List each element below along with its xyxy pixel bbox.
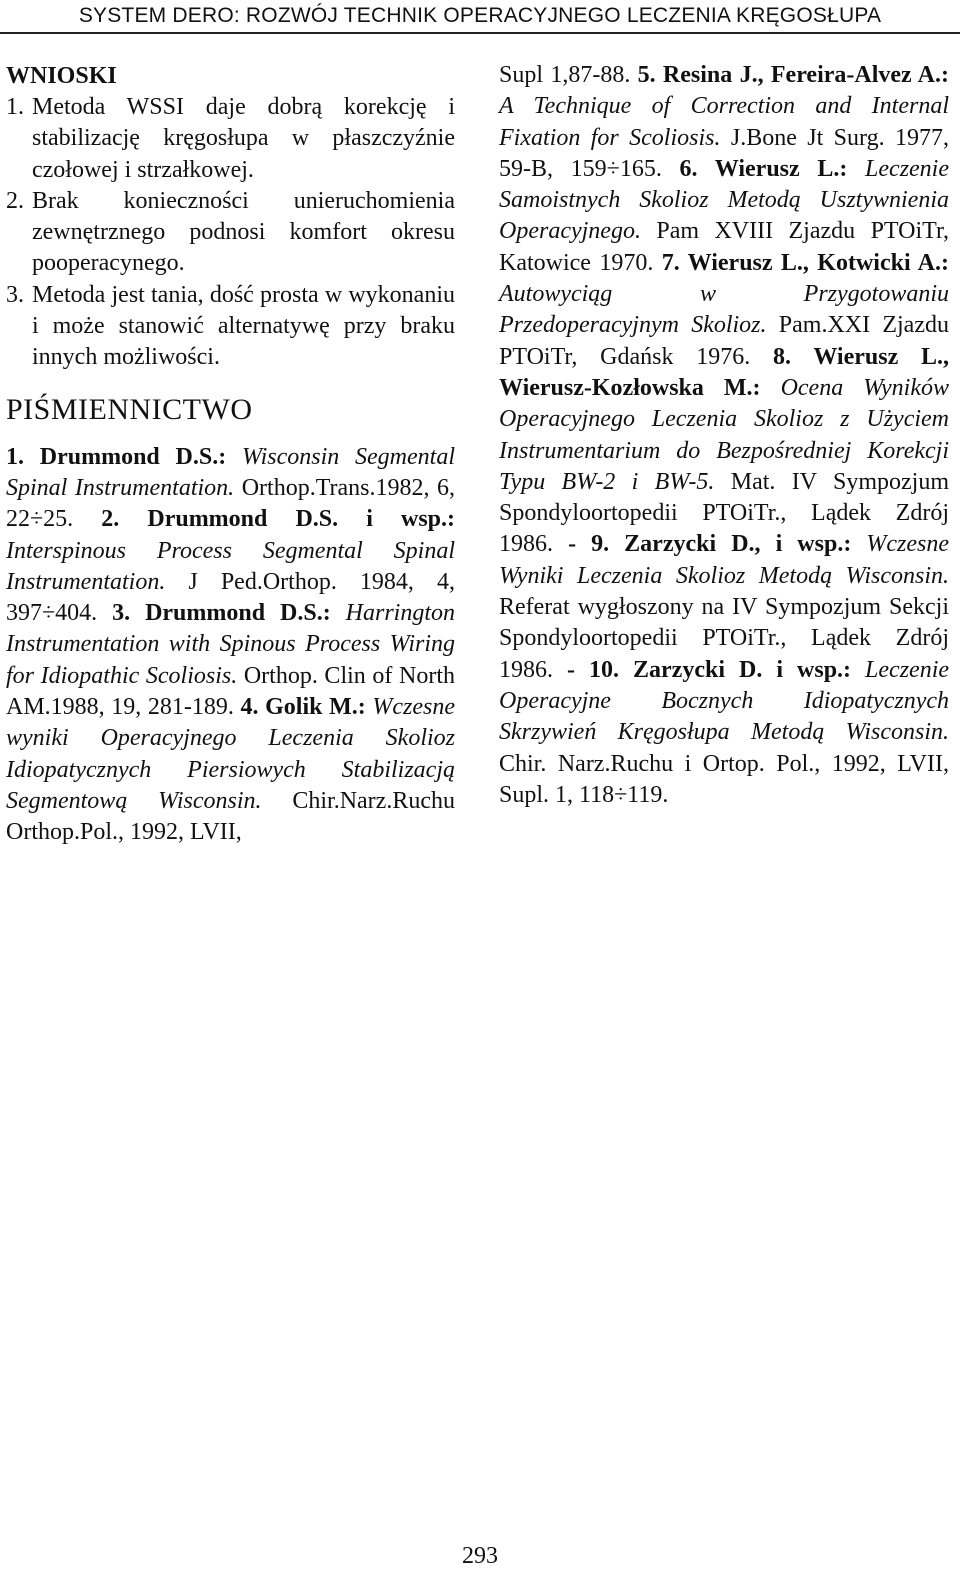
reference-author: 4. Golik M.: <box>240 694 366 721</box>
reference-source: Mat. IV Sympozjum Spondyloortopedii PTOiTr., Lądek Zdrój 1986. <box>499 468 949 558</box>
page-number: 293 <box>462 1543 498 1569</box>
reference-title: A Technique of Correction and Internal Fixation for Scoliosis. <box>499 93 949 151</box>
reference-title: Wczesne Wyniki Leczenia Skolioz Metodą Wisconsin. <box>499 531 950 589</box>
reference-source: Referat wygłoszony na IV Sympozjum Sekcji Spondyloortopedii PTOiTr., Lądek Zdrój 1986. <box>499 594 949 683</box>
reference-title: Leczenie Samoistnych Skolioz Metodą Usztywnienia Operacyjnego. <box>499 155 950 245</box>
conclusion-text: Brak konieczności unieruchomienia zewnętrznego podnosi komfort okresu pooperacynego. <box>32 187 455 277</box>
conclusion-item <box>6 280 455 374</box>
reference-title: Wisconsin Segmental Spinal Instrumentation. <box>6 443 455 501</box>
reference-author: - 9. Zarzycki D., i wsp.: <box>568 531 852 558</box>
conclusion-number: 2. <box>6 187 24 214</box>
reference-title: Harrington Instrumentation with Spinous Process Wiring for Idiopathic Scoliosis. <box>6 600 455 689</box>
right-column <box>499 60 949 811</box>
reference-source: Pam.XXI Zjazdu PTOiTr, Gdańsk 1976. <box>499 312 949 370</box>
reference-title: Wczesne wyniki Operacyjnego Leczenia Skolioz Idiopatycznych Piersiowych Stabilizacją Segmentową Wisconsin. <box>6 694 455 814</box>
bibliography-heading: PIŚMIENNICTWO <box>6 392 253 426</box>
reference-title: Interspinous Process Segmental Spinal Instrumentation. <box>6 537 455 595</box>
reference-title: Autowyciąg w Przygotowaniu Przedoperacyjnym Skolioz. <box>499 281 949 339</box>
reference-source: Orthop. Clin of North AM.1988, 19, 281-189. <box>6 662 455 721</box>
conclusion-text: Metoda WSSI daje dobrą korekcję i stabilizację kręgosłupa w płaszczyźnie czołowej i strzałkowej. <box>32 94 455 183</box>
reference-source: J Ped.Orthop. 1984, 4, 397÷404. <box>6 568 455 627</box>
reference-source: Orthop.Trans.1982, 6, 22÷25. <box>6 474 456 533</box>
bibliography-refs-right <box>499 60 949 811</box>
conclusion-text: Metoda jest tania, dość prosta w wykonaniu i może stanowić alternatywę przy braku innych możliwości. <box>32 281 455 371</box>
left-column <box>6 60 455 849</box>
conclusions-list <box>6 92 455 374</box>
reference-source: J.Bone Jt Surg. 1977, 59-B, 159÷165. <box>499 124 949 182</box>
reference-source: Chir. Narz.Ruchu i Ortop. Pol., 1992, LVII, Supl. 1, 118÷119. <box>499 750 949 808</box>
reference-author: 1. Drummond D.S.: <box>6 443 227 470</box>
bibliography-refs-left <box>6 442 455 849</box>
reference-title: Ocena Wyników Operacyjnego Leczenia Skolioz z Użyciem Instrumentarium do Bezpośredniej Korekcji Typu BW-2 i BW-5. <box>499 374 949 495</box>
reference-author: 2. Drummond D.S. i wsp.: <box>101 506 455 533</box>
reference-author: 6. Wierusz L.: <box>679 155 848 182</box>
reference-title: Leczenie Operacyjne Bocznych Idiopatycznych Skrzywień Kręgosłupa Metodą Wisconsin. <box>499 656 950 746</box>
reference-author: 7. Wierusz L., Kotwicki A.: <box>661 249 949 276</box>
running-title: SYSTEM DERO: ROZWÓJ TECHNIK OPERACYJNEGO LECZENIA KRĘGOSŁUPA <box>78 4 882 27</box>
reference-source: Supl 1,87-88. <box>499 62 638 88</box>
reference-author: 5. Resina J., Fereira-Alvez A.: <box>637 62 949 88</box>
conclusion-item <box>6 92 455 186</box>
running-header <box>0 0 960 34</box>
reference-source: Pam XVIII Zjazdu PTOiTr, Katowice 1970. <box>499 218 949 276</box>
reference-source: Chir.Narz.Ruchu Orthop.Pol., 1992, LVII, <box>6 787 455 846</box>
conclusion-item <box>6 186 455 280</box>
reference-author: - 10. Zarzycki D. i wsp.: <box>567 656 852 683</box>
conclusion-number: 1. <box>6 94 24 120</box>
conclusion-number: 3. <box>6 281 24 308</box>
conclusions-heading: WNIOSKI <box>6 63 117 89</box>
reference-author: 8. Wierusz L., Wierusz-Kozłowska M.: <box>499 343 950 401</box>
reference-author: 3. Drummond D.S.: <box>112 600 331 627</box>
